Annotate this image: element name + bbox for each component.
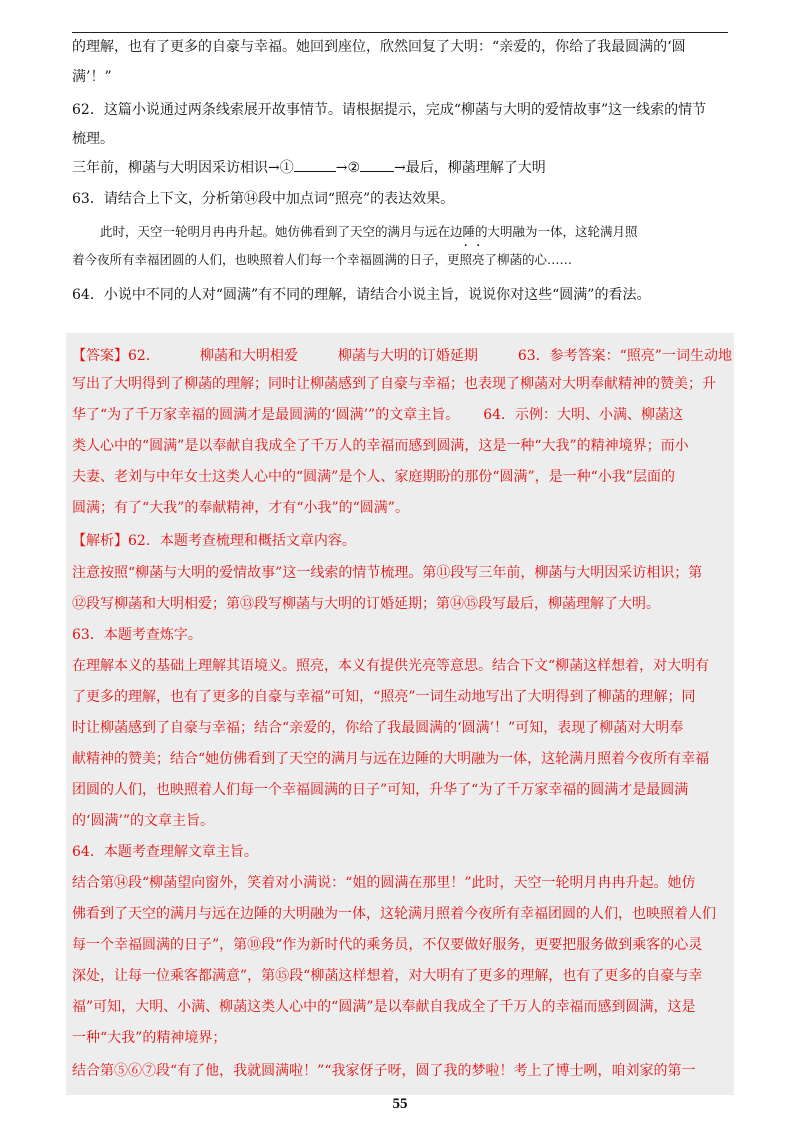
analysis-line: 64．本题考查理解文章主旨。 <box>72 844 258 860</box>
analysis-line: 福”可知，大明、小满、柳菡这类人心中的“圆满”是以奉献自我成全了千万人的幸福而感到圆满，这是 <box>72 999 696 1015</box>
analysis-line: 注意按照“柳菡与大明的爱情故事”这一线索的情节梳理。第⑪段写三年前，柳菡与大明因采访相识；第 <box>72 565 703 581</box>
emphasis-char: 亮 <box>472 252 485 267</box>
answer-62-2: 柳菡与大明的订婚延期 <box>337 348 478 364</box>
emphasis-char: 照 <box>459 252 473 267</box>
answer-62-1: 柳菡和大明相爱 <box>199 348 298 364</box>
answer-line: 类人心中的“圆满”是以奉献自我成全了千万人的幸福而感到圆满，这是一种“大我”的精神境界；而小 <box>72 438 689 454</box>
answer-label: 【答案】62． <box>72 348 160 364</box>
answer-line <box>72 405 732 425</box>
answer-text: 华了“为了千万家幸福的圆满才是最圆满的‘圆满’”的文章主旨。 <box>72 407 460 423</box>
answer-line: 写出了大明得到了柳菡的理解；同时让柳菡感到了自豪与幸福；也表现了柳菡对大明奉献精神的赞美；升 <box>72 376 716 392</box>
answer-line: 夫妻、老刘与中年女士这类人心中的“圆满”是个人、家庭期盼的那份“圆满”，是一种“小我”层面的 <box>72 469 675 485</box>
text-line: 梳理。 <box>72 131 114 147</box>
analysis-line: 结合第⑭段“柳菡望向窗外，笑着对小满说：“姐的圆满在那里！”此时，天空一轮明月冉冉升起。她仿 <box>72 875 696 891</box>
passage-line: 此时，天空一轮明月冉冉升起。她仿佛看到了天空的满月与远在边陲的大明融为一体，这轮满月照 <box>100 224 638 239</box>
analysis-line: ⑫段写柳菡和大明相爱；第⑬段写柳菡与大明的订婚延期；第⑭⑮段写最后，柳菡理解了大明。 <box>72 596 660 612</box>
answer-64-start: 64．示例：大明、小满、柳菡这 <box>483 407 684 423</box>
analysis-line: 时让柳菡感到了自豪与幸福；结合“亲爱的，你给了我最圆满的‘圆满’！”可知，表现了柳菡对大明奉 <box>72 720 684 736</box>
question-62: 62．这篇小说通过两条线索展开故事情节。请根据提示，完成“柳菡与大明的爱情故事”这一线索的情节 <box>72 102 707 118</box>
blank-2 <box>360 157 394 172</box>
analysis-line: 结合第⑤⑥⑦段“有了他，我就圆满啦！”“我家伢子呀，圆了我的梦啦！考上了博士咧，咱刘家的第一 <box>72 1063 696 1079</box>
answer-line <box>72 346 732 366</box>
header-rule <box>72 32 728 33</box>
passage-text: 着今夜所有幸福团圆的人们，也映照着人们每一个幸福圆满的日子，更 <box>72 252 460 267</box>
analysis-line: 深处，让每一位乘客都满意”，第⑮段“柳菡这样想着，对大明有了更多的理解，也有了更多的自豪与幸 <box>72 968 703 984</box>
analysis-line: 在理解本义的基础上理解其语境义。照亮，本义有提供光亮等意思。结合下文“柳菡这样想着，对大明有 <box>72 658 710 674</box>
fill-suffix: →最后，柳菡理解了大明 <box>394 160 546 176</box>
analysis-line: 团圆的人们，也映照着人们每一个幸福圆满的日子”可知，升华了“为了千万家幸福的圆满才是最圆满 <box>72 782 689 798</box>
analysis-line: 每一个幸福圆满的日子”，第⑩段“作为新时代的乘务员，不仅要做好服务，更要把服务做到乘客的心灵 <box>72 937 703 953</box>
passage-text: 了柳菡的心…… <box>484 252 573 267</box>
analysis-line: 了更多的理解，也有了更多的自豪与幸福”可知，“照亮”一词生动地写出了大明得到了柳菡的理解；同 <box>72 689 696 705</box>
text-line: 的理解，也有了更多的自豪与幸福。她回到座位，欣然回复了大明：“亲爱的，你给了我最圆满的‘圆 <box>72 39 686 55</box>
page-number: 55 <box>392 1096 408 1112</box>
analysis-line: 的‘圆满’”的文章主旨。 <box>72 813 215 829</box>
analysis-line: 【解析】62．本题考查梳理和概括文章内容。 <box>72 533 356 549</box>
answer-63-start: 63．参考答案：“照亮”一词生动地 <box>517 348 732 364</box>
question-64: 64．小说中不同的人对“圆满”有不同的理解，请结合小说主旨，说说你对这些“圆满”的看法。 <box>72 287 651 303</box>
analysis-line: 一种“大我”的精神境界； <box>72 1030 227 1046</box>
fill-prefix: 三年前，柳菡与大明因采访相识→① <box>72 160 294 176</box>
passage-line <box>72 246 728 274</box>
fill-middle: →② <box>335 160 361 176</box>
fill-in-line <box>72 157 728 179</box>
analysis-line: 佛看到了天空的满月与远在边陲的大明融为一体，这轮满月照着今夜所有幸福团圆的人们，也映照着人们 <box>72 906 716 922</box>
answer-line: 圆满；有了“大我”的奉献精神，才有“小我”的“圆满”。 <box>72 500 409 516</box>
analysis-line: 献精神的赞美；结合“她仿佛看到了天空的满月与远在边陲的大明融为一体，这轮满月照着今夜所有幸福 <box>72 751 710 767</box>
analysis-line: 63．本题考查炼字。 <box>72 627 202 643</box>
text-line: 满’！” <box>72 69 112 85</box>
question-63: 63．请结合上下文，分析第⑭段中加点词“照亮”的表达效果。 <box>72 191 455 207</box>
blank-1 <box>294 157 336 172</box>
